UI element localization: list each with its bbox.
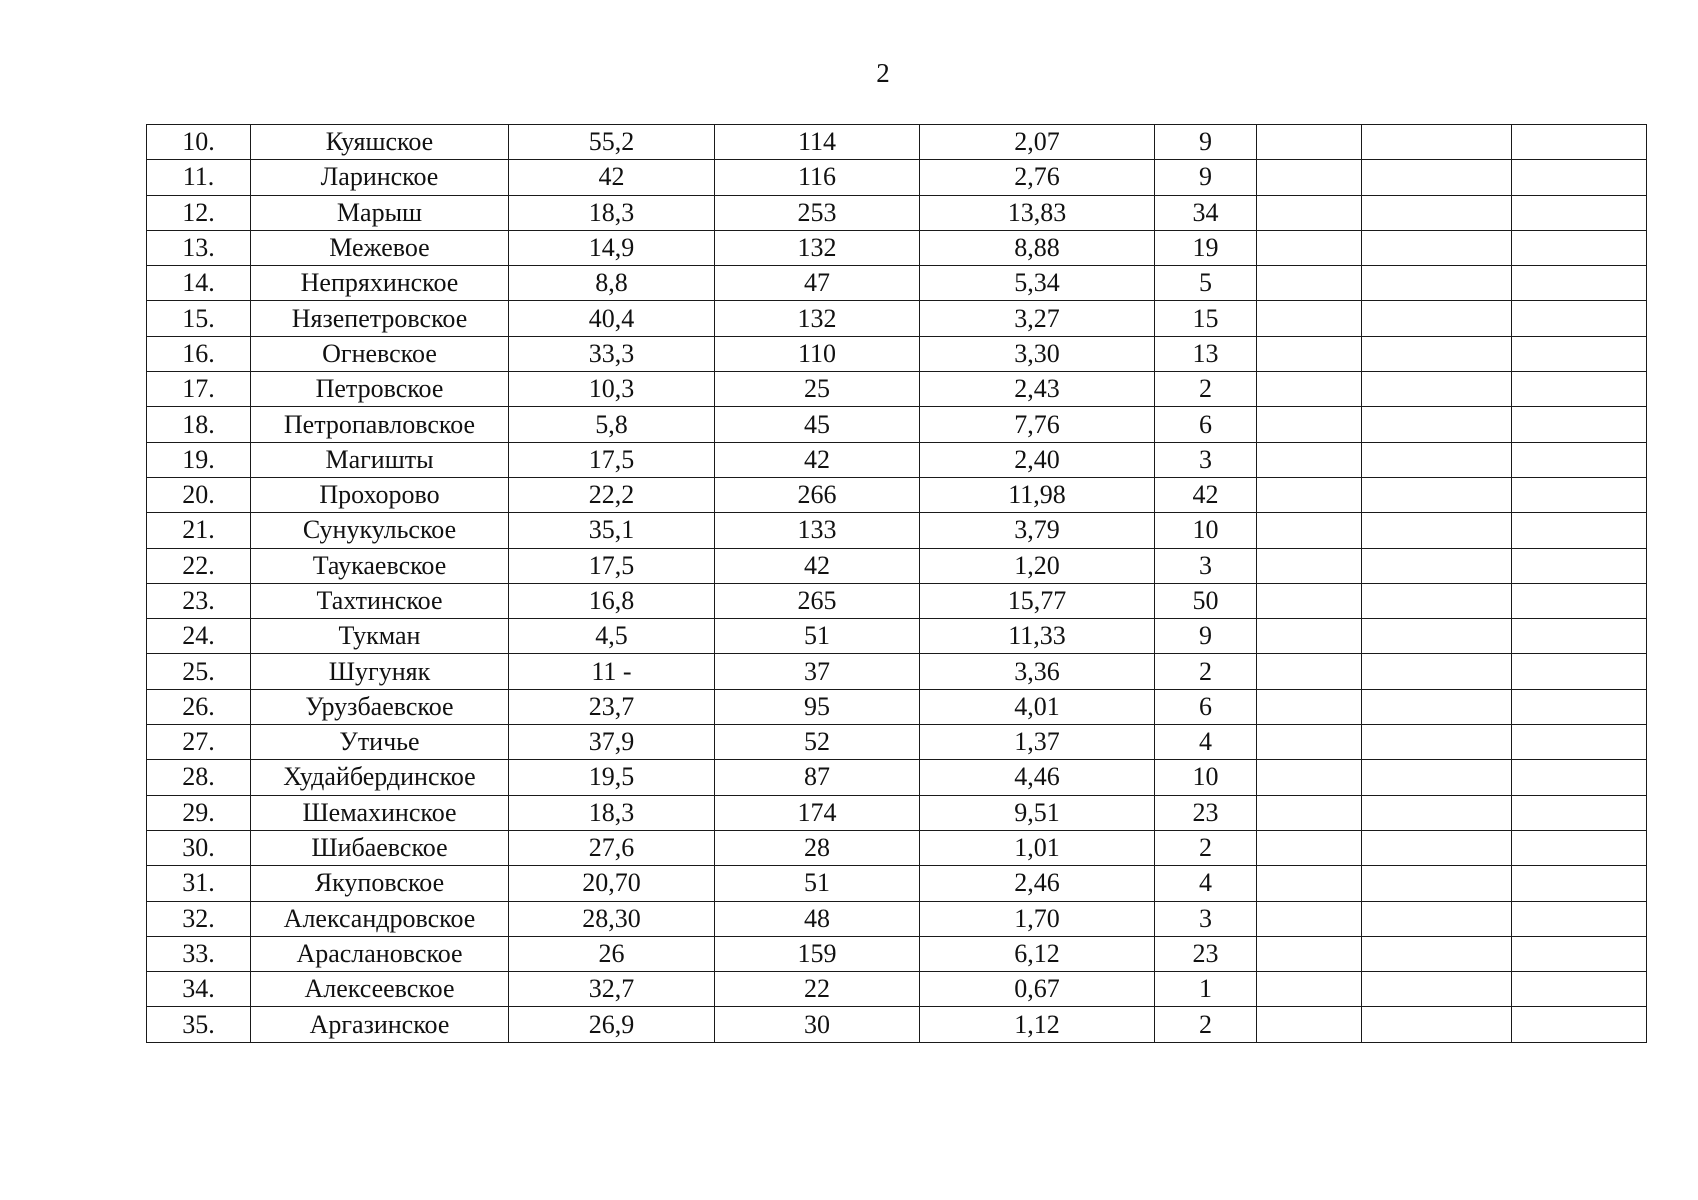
empty-cell (1362, 301, 1512, 336)
column-4-cell: 47 (715, 266, 920, 301)
column-5-cell: 2,40 (920, 442, 1155, 477)
empty-cell (1512, 1007, 1647, 1042)
empty-cell (1512, 266, 1647, 301)
empty-cell (1512, 654, 1647, 689)
column-5-cell: 4,46 (920, 760, 1155, 795)
table-row (147, 901, 1647, 936)
settlement-name-cell: Шугуняк (251, 654, 509, 689)
empty-cell (1362, 372, 1512, 407)
empty-cell (1362, 1007, 1512, 1042)
column-5-cell: 9,51 (920, 795, 1155, 830)
empty-cell (1362, 266, 1512, 301)
column-5-cell: 5,34 (920, 266, 1155, 301)
empty-cell (1257, 830, 1362, 865)
column-6-cell: 3 (1155, 548, 1257, 583)
column-5-cell: 2,07 (920, 125, 1155, 160)
column-5-cell: 1,37 (920, 725, 1155, 760)
column-3-cell: 33,3 (509, 336, 715, 371)
empty-cell (1257, 513, 1362, 548)
row-number-cell: 20. (147, 477, 251, 512)
empty-cell (1257, 266, 1362, 301)
row-number-cell: 14. (147, 266, 251, 301)
empty-cell (1257, 654, 1362, 689)
table-row (147, 477, 1647, 512)
column-5-cell: 8,88 (920, 230, 1155, 265)
table-row (147, 125, 1647, 160)
column-5-cell: 7,76 (920, 407, 1155, 442)
column-4-cell: 30 (715, 1007, 920, 1042)
row-number-cell: 17. (147, 372, 251, 407)
empty-cell (1362, 230, 1512, 265)
empty-cell (1257, 689, 1362, 724)
column-3-cell: 10,3 (509, 372, 715, 407)
column-3-cell: 35,1 (509, 513, 715, 548)
column-3-cell: 42 (509, 160, 715, 195)
empty-cell (1512, 972, 1647, 1007)
settlement-name-cell: Араслановское (251, 936, 509, 971)
column-6-cell: 10 (1155, 760, 1257, 795)
table-row (147, 336, 1647, 371)
settlement-name-cell: Нязепетровское (251, 301, 509, 336)
table-row (147, 795, 1647, 830)
settlement-name-cell: Ларинское (251, 160, 509, 195)
column-3-cell: 5,8 (509, 407, 715, 442)
settlement-name-cell: Таукаевское (251, 548, 509, 583)
empty-cell (1362, 407, 1512, 442)
column-5-cell: 1,20 (920, 548, 1155, 583)
column-4-cell: 51 (715, 866, 920, 901)
table-row (147, 372, 1647, 407)
table-row (147, 654, 1647, 689)
column-6-cell: 23 (1155, 795, 1257, 830)
column-4-cell: 25 (715, 372, 920, 407)
row-number-cell: 15. (147, 301, 251, 336)
column-6-cell: 19 (1155, 230, 1257, 265)
column-6-cell: 9 (1155, 125, 1257, 160)
column-4-cell: 110 (715, 336, 920, 371)
row-number-cell: 10. (147, 125, 251, 160)
column-3-cell: 4,5 (509, 619, 715, 654)
column-5-cell: 15,77 (920, 583, 1155, 618)
column-5-cell: 3,30 (920, 336, 1155, 371)
row-number-cell: 12. (147, 195, 251, 230)
empty-cell (1257, 195, 1362, 230)
column-3-cell: 28,30 (509, 901, 715, 936)
settlement-name-cell: Петровское (251, 372, 509, 407)
empty-cell (1362, 477, 1512, 512)
column-4-cell: 52 (715, 725, 920, 760)
empty-cell (1257, 301, 1362, 336)
table-row (147, 195, 1647, 230)
row-number-cell: 28. (147, 760, 251, 795)
column-5-cell: 6,12 (920, 936, 1155, 971)
column-4-cell: 45 (715, 407, 920, 442)
column-6-cell: 9 (1155, 160, 1257, 195)
column-6-cell: 13 (1155, 336, 1257, 371)
empty-cell (1257, 548, 1362, 583)
empty-cell (1362, 442, 1512, 477)
column-5-cell: 0,67 (920, 972, 1155, 1007)
column-4-cell: 159 (715, 936, 920, 971)
table-row (147, 583, 1647, 618)
column-6-cell: 5 (1155, 266, 1257, 301)
table-row (147, 266, 1647, 301)
empty-cell (1512, 195, 1647, 230)
empty-cell (1257, 619, 1362, 654)
table-row (147, 725, 1647, 760)
empty-cell (1362, 513, 1512, 548)
row-number-cell: 33. (147, 936, 251, 971)
column-3-cell: 11 - (509, 654, 715, 689)
column-3-cell: 40,4 (509, 301, 715, 336)
settlement-name-cell: Магишты (251, 442, 509, 477)
empty-cell (1512, 407, 1647, 442)
column-6-cell: 2 (1155, 372, 1257, 407)
column-6-cell: 10 (1155, 513, 1257, 548)
empty-cell (1257, 336, 1362, 371)
column-3-cell: 19,5 (509, 760, 715, 795)
empty-cell (1362, 901, 1512, 936)
table-row (147, 301, 1647, 336)
empty-cell (1362, 795, 1512, 830)
empty-cell (1362, 725, 1512, 760)
page-number: 2 (876, 58, 890, 88)
empty-cell (1512, 477, 1647, 512)
data-table (146, 124, 1647, 1043)
row-number-cell: 30. (147, 830, 251, 865)
empty-cell (1362, 583, 1512, 618)
empty-cell (1512, 125, 1647, 160)
column-4-cell: 265 (715, 583, 920, 618)
table-row (147, 513, 1647, 548)
column-6-cell: 3 (1155, 901, 1257, 936)
empty-cell (1512, 830, 1647, 865)
settlement-name-cell: Петропавловское (251, 407, 509, 442)
column-4-cell: 42 (715, 442, 920, 477)
column-4-cell: 48 (715, 901, 920, 936)
table-row (147, 442, 1647, 477)
settlement-name-cell: Шемахинское (251, 795, 509, 830)
column-5-cell: 2,46 (920, 866, 1155, 901)
row-number-cell: 29. (147, 795, 251, 830)
settlement-name-cell: Прохорово (251, 477, 509, 512)
settlement-name-cell: Аргазинское (251, 1007, 509, 1042)
settlement-name-cell: Тукман (251, 619, 509, 654)
settlement-name-cell: Сунукульское (251, 513, 509, 548)
settlement-name-cell: Межевое (251, 230, 509, 265)
row-number-cell: 22. (147, 548, 251, 583)
empty-cell (1512, 548, 1647, 583)
column-5-cell: 2,43 (920, 372, 1155, 407)
settlement-name-cell: Огневское (251, 336, 509, 371)
settlement-name-cell: Урузбаевское (251, 689, 509, 724)
column-6-cell: 4 (1155, 866, 1257, 901)
column-3-cell: 20,70 (509, 866, 715, 901)
empty-cell (1362, 830, 1512, 865)
empty-cell (1257, 230, 1362, 265)
empty-cell (1257, 125, 1362, 160)
empty-cell (1257, 936, 1362, 971)
empty-cell (1362, 866, 1512, 901)
empty-cell (1362, 336, 1512, 371)
row-number-cell: 31. (147, 866, 251, 901)
empty-cell (1257, 1007, 1362, 1042)
column-6-cell: 2 (1155, 654, 1257, 689)
table-row (147, 160, 1647, 195)
column-6-cell: 6 (1155, 407, 1257, 442)
empty-cell (1512, 372, 1647, 407)
table-row (147, 1007, 1647, 1042)
empty-cell (1257, 372, 1362, 407)
column-3-cell: 32,7 (509, 972, 715, 1007)
empty-cell (1512, 760, 1647, 795)
column-3-cell: 55,2 (509, 125, 715, 160)
column-3-cell: 18,3 (509, 195, 715, 230)
table-row (147, 866, 1647, 901)
table-row (147, 230, 1647, 265)
column-5-cell: 2,76 (920, 160, 1155, 195)
empty-cell (1512, 583, 1647, 618)
table-body (147, 125, 1647, 1043)
column-4-cell: 37 (715, 654, 920, 689)
column-5-cell: 3,36 (920, 654, 1155, 689)
empty-cell (1512, 901, 1647, 936)
row-number-cell: 19. (147, 442, 251, 477)
table-row (147, 407, 1647, 442)
empty-cell (1257, 901, 1362, 936)
empty-cell (1362, 125, 1512, 160)
column-6-cell: 2 (1155, 830, 1257, 865)
empty-cell (1257, 760, 1362, 795)
empty-cell (1257, 442, 1362, 477)
empty-cell (1512, 336, 1647, 371)
row-number-cell: 26. (147, 689, 251, 724)
empty-cell (1362, 760, 1512, 795)
empty-cell (1362, 548, 1512, 583)
column-6-cell: 50 (1155, 583, 1257, 618)
table-row (147, 619, 1647, 654)
empty-cell (1257, 972, 1362, 1007)
column-6-cell: 23 (1155, 936, 1257, 971)
column-3-cell: 17,5 (509, 442, 715, 477)
settlement-name-cell: Марыш (251, 195, 509, 230)
column-6-cell: 42 (1155, 477, 1257, 512)
empty-cell (1512, 936, 1647, 971)
settlement-name-cell: Алексеевское (251, 972, 509, 1007)
settlement-name-cell: Тахтинское (251, 583, 509, 618)
empty-cell (1257, 795, 1362, 830)
empty-cell (1512, 160, 1647, 195)
column-4-cell: 42 (715, 548, 920, 583)
column-4-cell: 116 (715, 160, 920, 195)
table-row (147, 689, 1647, 724)
column-4-cell: 253 (715, 195, 920, 230)
settlement-name-cell: Непряхинское (251, 266, 509, 301)
column-6-cell: 3 (1155, 442, 1257, 477)
column-6-cell: 4 (1155, 725, 1257, 760)
column-5-cell: 13,83 (920, 195, 1155, 230)
settlement-name-cell: Куяшское (251, 125, 509, 160)
column-3-cell: 14,9 (509, 230, 715, 265)
empty-cell (1257, 583, 1362, 618)
empty-cell (1512, 725, 1647, 760)
empty-cell (1362, 689, 1512, 724)
settlement-name-cell: Александровское (251, 901, 509, 936)
table-row (147, 972, 1647, 1007)
column-3-cell: 23,7 (509, 689, 715, 724)
column-3-cell: 26 (509, 936, 715, 971)
settlement-name-cell: Худайбердинское (251, 760, 509, 795)
empty-cell (1512, 619, 1647, 654)
empty-cell (1512, 301, 1647, 336)
row-number-cell: 18. (147, 407, 251, 442)
settlement-name-cell: Утичье (251, 725, 509, 760)
row-number-cell: 11. (147, 160, 251, 195)
empty-cell (1512, 689, 1647, 724)
column-5-cell: 4,01 (920, 689, 1155, 724)
empty-cell (1362, 160, 1512, 195)
column-6-cell: 2 (1155, 1007, 1257, 1042)
table-row (147, 936, 1647, 971)
row-number-cell: 35. (147, 1007, 251, 1042)
column-4-cell: 51 (715, 619, 920, 654)
empty-cell (1362, 654, 1512, 689)
row-number-cell: 16. (147, 336, 251, 371)
empty-cell (1512, 866, 1647, 901)
column-3-cell: 16,8 (509, 583, 715, 618)
table-row (147, 760, 1647, 795)
column-6-cell: 6 (1155, 689, 1257, 724)
row-number-cell: 21. (147, 513, 251, 548)
column-6-cell: 34 (1155, 195, 1257, 230)
settlement-name-cell: Шибаевское (251, 830, 509, 865)
empty-cell (1257, 407, 1362, 442)
column-3-cell: 18,3 (509, 795, 715, 830)
column-3-cell: 17,5 (509, 548, 715, 583)
column-5-cell: 11,33 (920, 619, 1155, 654)
column-4-cell: 95 (715, 689, 920, 724)
column-3-cell: 8,8 (509, 266, 715, 301)
row-number-cell: 13. (147, 230, 251, 265)
column-3-cell: 37,9 (509, 725, 715, 760)
column-6-cell: 15 (1155, 301, 1257, 336)
empty-cell (1362, 936, 1512, 971)
column-3-cell: 26,9 (509, 1007, 715, 1042)
empty-cell (1362, 195, 1512, 230)
column-5-cell: 1,70 (920, 901, 1155, 936)
row-number-cell: 25. (147, 654, 251, 689)
column-5-cell: 11,98 (920, 477, 1155, 512)
row-number-cell: 23. (147, 583, 251, 618)
column-4-cell: 133 (715, 513, 920, 548)
empty-cell (1362, 972, 1512, 1007)
column-4-cell: 114 (715, 125, 920, 160)
empty-cell (1512, 513, 1647, 548)
row-number-cell: 24. (147, 619, 251, 654)
empty-cell (1257, 160, 1362, 195)
row-number-cell: 34. (147, 972, 251, 1007)
empty-cell (1512, 795, 1647, 830)
column-4-cell: 28 (715, 830, 920, 865)
column-4-cell: 22 (715, 972, 920, 1007)
column-4-cell: 132 (715, 230, 920, 265)
column-5-cell: 3,27 (920, 301, 1155, 336)
empty-cell (1257, 477, 1362, 512)
column-4-cell: 87 (715, 760, 920, 795)
column-5-cell: 1,01 (920, 830, 1155, 865)
empty-cell (1512, 442, 1647, 477)
row-number-cell: 27. (147, 725, 251, 760)
column-4-cell: 174 (715, 795, 920, 830)
table-row (147, 548, 1647, 583)
column-4-cell: 266 (715, 477, 920, 512)
empty-cell (1257, 725, 1362, 760)
column-4-cell: 132 (715, 301, 920, 336)
table-row (147, 830, 1647, 865)
row-number-cell: 32. (147, 901, 251, 936)
column-3-cell: 27,6 (509, 830, 715, 865)
column-5-cell: 1,12 (920, 1007, 1155, 1042)
column-5-cell: 3,79 (920, 513, 1155, 548)
settlement-name-cell: Якуповское (251, 866, 509, 901)
column-6-cell: 1 (1155, 972, 1257, 1007)
empty-cell (1362, 619, 1512, 654)
column-6-cell: 9 (1155, 619, 1257, 654)
column-3-cell: 22,2 (509, 477, 715, 512)
empty-cell (1257, 866, 1362, 901)
empty-cell (1512, 230, 1647, 265)
